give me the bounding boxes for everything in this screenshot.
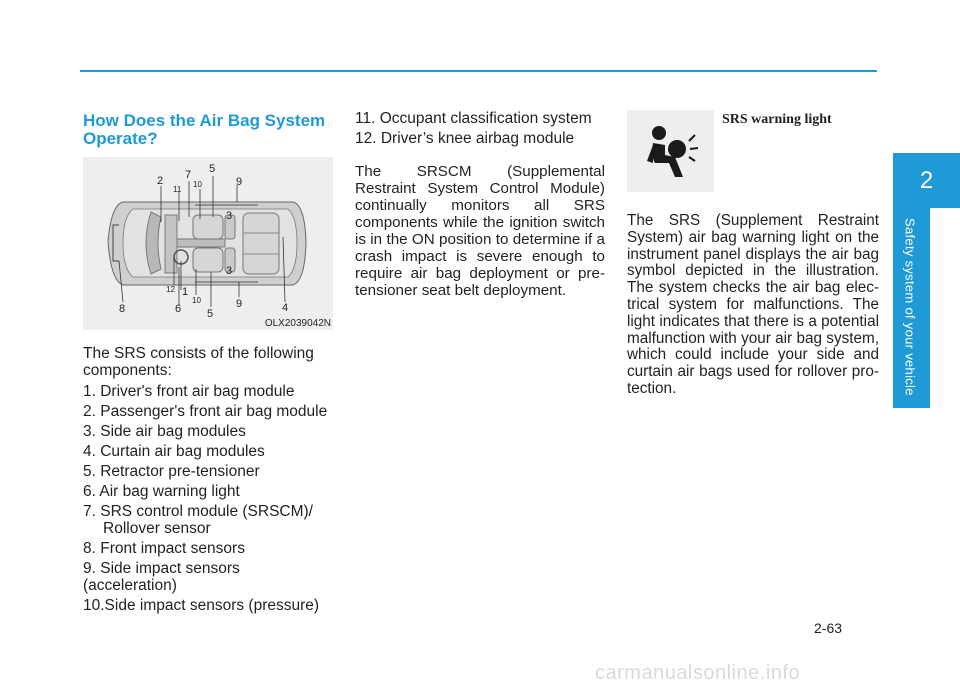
intro-text: The SRS consists of the following components: <box>83 345 314 379</box>
callout-10-bottom: 10 <box>192 296 201 305</box>
callout-10-top: 10 <box>193 180 202 189</box>
chapter-tab <box>893 153 960 208</box>
callout-3-bottom: 3 <box>226 265 233 277</box>
components-list-continued <box>355 110 605 147</box>
list-item: 4. Curtain air bag modules <box>83 443 265 460</box>
list-item-continuation: Rollover sensor <box>103 520 211 537</box>
list-item: 1. Driver's front air bag module <box>83 383 295 400</box>
list-item: 5. Retractor pre-tensioner <box>83 463 260 480</box>
callout-9-bottom: 9 <box>236 298 243 310</box>
callout-5-bottom: 5 <box>207 308 214 320</box>
callout-8: 8 <box>119 303 126 315</box>
warning-light-title: SRS warning light <box>722 112 832 127</box>
list-item: 9. Side impact sensors (acceleration) <box>83 560 240 594</box>
top-rule <box>80 70 877 72</box>
chapter-title: Safety system of your vehicle <box>902 218 918 396</box>
components-list <box>83 383 333 614</box>
section-heading: How Does the Air Bag System Operate? <box>83 111 326 148</box>
watermark: carmanualsonline.info <box>595 662 801 684</box>
components-continued-column <box>355 110 605 314</box>
callout-1: 1 <box>182 286 189 298</box>
list-item: 6. Air bag warning light <box>83 483 240 500</box>
callout-2: 2 <box>157 175 164 187</box>
warning-light-panel <box>627 110 714 192</box>
callout-9-top: 9 <box>236 176 243 188</box>
warning-column <box>627 213 879 398</box>
list-item: 8. Front impact sensors <box>83 540 245 557</box>
page-number: 2-63 <box>814 620 843 636</box>
callout-12: 12 <box>166 285 175 294</box>
list-item: 2. Passenger's front air bag module <box>83 403 328 420</box>
airbag-system-diagram <box>83 157 333 330</box>
components-column <box>83 345 333 617</box>
callout-7: 7 <box>185 169 192 181</box>
list-item: 10.Side impact sensors (pressure) <box>83 597 320 614</box>
warning-paragraph: The SRS (Supplement Restraint System) air bag warning light on the instrument panel displays the air bag symbol depicted in the illustration. The system checks the air bag elec-trical system for malfunctions. The light indicates that there is a potential malfunction with your air bag system, which could include your side and curtain air bags used for rollover pro-tection. <box>627 212 879 397</box>
chapter-number: 2 <box>919 166 934 194</box>
callout-6: 6 <box>175 303 182 315</box>
car-topview-illustration <box>83 157 333 330</box>
callout-3-top: 3 <box>226 210 233 222</box>
list-item: 3. Side air bag modules <box>83 423 246 440</box>
list-item <box>83 503 333 537</box>
srscm-paragraph: The SRSCM (Supplemental Restraint System Control Module) continually monitors all SRS components while the ignition switch is in the ON position to determine if a crash impact is severe enough to require air bag deployment or pre-tensioner seat belt deployment. <box>355 163 605 299</box>
callout-4: 4 <box>282 302 289 314</box>
list-item-text: 7. SRS control module (SRSCM)/ <box>83 503 313 520</box>
callout-11: 11 <box>173 185 182 194</box>
airbag-warning-icon <box>639 121 703 181</box>
figure-code: OLX2039042N <box>264 318 331 329</box>
list-item: 11. Occupant classification system <box>355 110 592 127</box>
callout-5-top: 5 <box>209 163 216 175</box>
list-item: 12. Driver’s knee airbag module <box>355 130 575 147</box>
